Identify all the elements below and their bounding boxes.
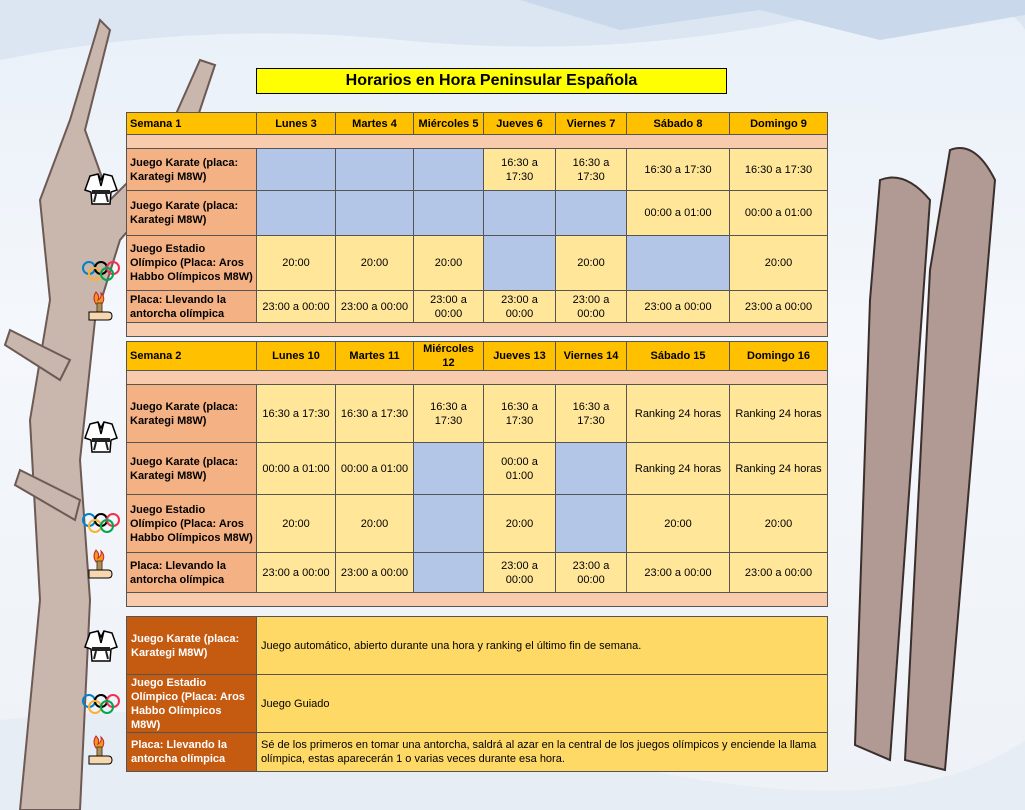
olympic-rings-icon	[80, 693, 122, 720]
time-slot-cell: 23:00 a 00:00	[336, 553, 414, 593]
activity-label: Juego Karate (placa: Karategi M8W)	[127, 149, 257, 191]
time-slot-cell: 00:00 a 01:00	[484, 443, 556, 495]
torch-icon	[86, 290, 116, 329]
legend-table	[126, 616, 828, 772]
separator-row	[127, 593, 828, 607]
time-slot-cell: 00:00 a 01:00	[336, 443, 414, 495]
time-slot-cell: Ranking 24 horas	[730, 443, 828, 495]
day-header: Miércoles 12	[414, 342, 484, 371]
time-slot-cell: 23:00 a 00:00	[556, 291, 627, 323]
week-header-row	[127, 113, 828, 135]
day-header: Jueves 13	[484, 342, 556, 371]
time-slot-cell: 23:00 a 00:00	[730, 291, 828, 323]
time-slot-cell: 23:00 a 00:00	[627, 291, 730, 323]
empty-slot-cell	[257, 149, 336, 191]
empty-slot-cell	[627, 236, 730, 291]
empty-slot-cell	[484, 236, 556, 291]
legend-description: Sé de los primeros en tomar una antorcha, saldrá al azar en la central de los juegos olímpicos y enciende la llama olímpica, estas aparecerán 1 o varias veces durante esa hora.	[257, 733, 828, 772]
empty-slot-cell	[556, 191, 627, 236]
legend-description: Juego Guiado	[257, 675, 828, 733]
separator-row	[127, 323, 828, 337]
separator-row	[127, 371, 828, 385]
activity-label: Juego Estadio Olímpico (Placa: Aros Habbo Olímpicos M8W)	[127, 495, 257, 553]
day-header: Viernes 7	[556, 113, 627, 135]
separator-row	[127, 135, 828, 149]
time-slot-cell: 23:00 a 00:00	[556, 553, 627, 593]
activity-label: Juego Karate (placa: Karategi M8W)	[127, 443, 257, 495]
time-slot-cell: 23:00 a 00:00	[336, 291, 414, 323]
schedule-row	[127, 191, 828, 236]
day-header: Miércoles 5	[414, 113, 484, 135]
schedule-row	[127, 385, 828, 443]
week-label: Semana 1	[127, 113, 257, 135]
schedule-row	[127, 443, 828, 495]
time-slot-cell: 00:00 a 01:00	[730, 191, 828, 236]
time-slot-cell: 00:00 a 01:00	[257, 443, 336, 495]
time-slot-cell: 16:30 a 17:30	[414, 385, 484, 443]
time-slot-cell: 23:00 a 00:00	[257, 553, 336, 593]
separator-cell	[127, 593, 828, 607]
time-slot-cell: 16:30 a 17:30	[627, 149, 730, 191]
week1-schedule-table	[126, 112, 828, 337]
legend-label: Placa: Llevando la antorcha olímpica	[127, 733, 257, 772]
karategi-icon	[82, 627, 120, 670]
karategi-icon	[82, 170, 120, 213]
legend-label: Juego Karate (placa: Karategi M8W)	[127, 617, 257, 675]
time-slot-cell: 23:00 a 00:00	[414, 291, 484, 323]
time-slot-cell: 20:00	[336, 495, 414, 553]
day-header: Lunes 10	[257, 342, 336, 371]
time-slot-cell: 20:00	[730, 495, 828, 553]
torch-icon	[86, 548, 116, 587]
week2-schedule-table	[126, 341, 828, 607]
time-slot-cell: Ranking 24 horas	[730, 385, 828, 443]
time-slot-cell: 23:00 a 00:00	[484, 553, 556, 593]
separator-cell	[127, 371, 828, 385]
time-slot-cell: 16:30 a 17:30	[556, 385, 627, 443]
schedule-row	[127, 236, 828, 291]
separator-cell	[127, 135, 828, 149]
time-slot-cell: 20:00	[556, 236, 627, 291]
activity-label: Juego Estadio Olímpico (Placa: Aros Habbo Olímpicos M8W)	[127, 236, 257, 291]
time-slot-cell: 23:00 a 00:00	[730, 553, 828, 593]
empty-slot-cell	[484, 191, 556, 236]
legend-description: Juego automático, abierto durante una hora y ranking el último fin de semana.	[257, 617, 828, 675]
time-slot-cell: 20:00	[484, 495, 556, 553]
time-slot-cell: 20:00	[257, 495, 336, 553]
day-header: Sábado 15	[627, 342, 730, 371]
time-slot-cell: 20:00	[414, 236, 484, 291]
empty-slot-cell	[257, 191, 336, 236]
legend-row	[127, 733, 828, 772]
empty-slot-cell	[414, 191, 484, 236]
time-slot-cell: 20:00	[627, 495, 730, 553]
week-header-row	[127, 342, 828, 371]
time-slot-cell: 16:30 a 17:30	[336, 385, 414, 443]
empty-slot-cell	[556, 443, 627, 495]
time-slot-cell: 16:30 a 17:30	[484, 385, 556, 443]
page-title: Horarios en Hora Peninsular Española	[256, 68, 727, 94]
empty-slot-cell	[414, 443, 484, 495]
day-header: Martes 4	[336, 113, 414, 135]
time-slot-cell: 20:00	[257, 236, 336, 291]
schedule-row	[127, 149, 828, 191]
schedule-row	[127, 495, 828, 553]
week-label: Semana 2	[127, 342, 257, 371]
activity-label: Placa: Llevando la antorcha olímpica	[127, 291, 257, 323]
day-header: Martes 11	[336, 342, 414, 371]
day-header: Viernes 14	[556, 342, 627, 371]
empty-slot-cell	[556, 495, 627, 553]
time-slot-cell: 23:00 a 00:00	[484, 291, 556, 323]
time-slot-cell: 16:30 a 17:30	[257, 385, 336, 443]
time-slot-cell: Ranking 24 horas	[627, 443, 730, 495]
karategi-icon	[82, 418, 120, 461]
empty-slot-cell	[336, 149, 414, 191]
legend-row	[127, 675, 828, 733]
empty-slot-cell	[414, 495, 484, 553]
activity-label: Juego Karate (placa: Karategi M8W)	[127, 385, 257, 443]
time-slot-cell: Ranking 24 horas	[627, 385, 730, 443]
day-header: Domingo 9	[730, 113, 828, 135]
day-header: Domingo 16	[730, 342, 828, 371]
time-slot-cell: 20:00	[730, 236, 828, 291]
empty-slot-cell	[414, 149, 484, 191]
schedule-row	[127, 291, 828, 323]
day-header: Sábado 8	[627, 113, 730, 135]
activity-label: Juego Karate (placa: Karategi M8W)	[127, 191, 257, 236]
olympic-rings-icon	[80, 260, 122, 287]
torch-icon	[86, 734, 116, 773]
time-slot-cell: 16:30 a 17:30	[730, 149, 828, 191]
olympic-rings-icon	[80, 512, 122, 539]
time-slot-cell: 00:00 a 01:00	[627, 191, 730, 236]
legend-row	[127, 617, 828, 675]
activity-label: Placa: Llevando la antorcha olímpica	[127, 553, 257, 593]
day-header: Jueves 6	[484, 113, 556, 135]
time-slot-cell: 20:00	[336, 236, 414, 291]
time-slot-cell: 23:00 a 00:00	[257, 291, 336, 323]
day-header: Lunes 3	[257, 113, 336, 135]
legend-label: Juego Estadio Olímpico (Placa: Aros Habbo Olímpicos M8W)	[127, 675, 257, 733]
separator-cell	[127, 323, 828, 337]
time-slot-cell: 16:30 a 17:30	[556, 149, 627, 191]
time-slot-cell: 16:30 a 17:30	[484, 149, 556, 191]
time-slot-cell: 23:00 a 00:00	[627, 553, 730, 593]
empty-slot-cell	[414, 553, 484, 593]
skis-decoration	[855, 148, 995, 770]
schedule-row	[127, 553, 828, 593]
empty-slot-cell	[336, 191, 414, 236]
